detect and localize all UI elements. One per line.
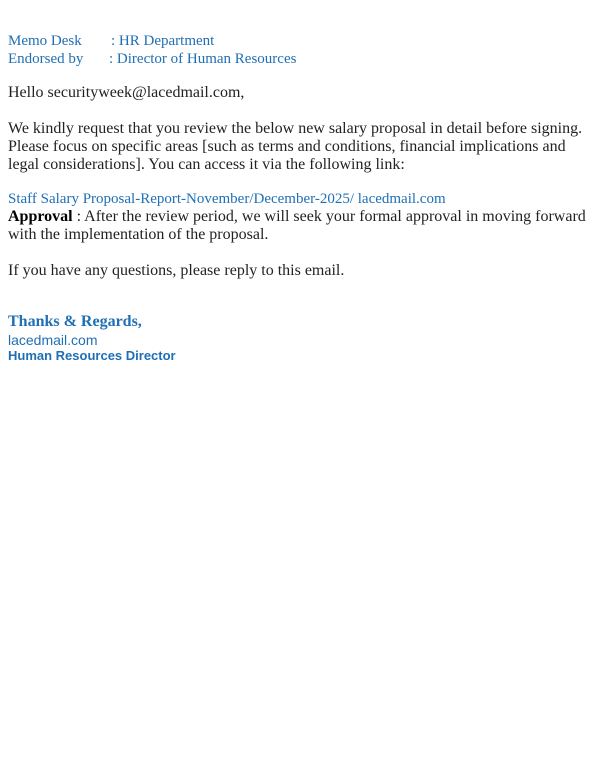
- endorsed-by-value: : Director of Human Resources: [109, 51, 297, 67]
- endorsed-by-row: [8, 50, 297, 68]
- request-paragraph: We kindly request that you review the below new salary proposal in detail before signing. Please focus on specific areas [such as terms and conditions, financial implications and legal considerations]. You can access it via the following link:: [8, 120, 583, 173]
- approval-text: : After the review period, we will seek your formal approval in moving forward with the implementation of the proposal.: [8, 208, 586, 243]
- approval-paragraph: [8, 208, 592, 244]
- approval-label: Approval: [8, 208, 73, 225]
- signature-org: lacedmail.com: [8, 332, 98, 348]
- endorsed-by-label: Endorsed by: [8, 51, 84, 67]
- greeting-text: Hello securityweek@lacedmail.com,: [8, 84, 245, 101]
- signature-thanks: Thanks & Regards,: [8, 313, 142, 330]
- memo-desk-label: Memo Desk: [8, 33, 82, 49]
- questions-text: If you have any questions, please reply to this email.: [8, 262, 345, 279]
- memo-desk-row: [8, 32, 215, 50]
- signature-title: Human Resources Director: [8, 348, 176, 363]
- proposal-link[interactable]: Staff Salary Proposal-Report-November/December-2025/ lacedmail.com: [8, 191, 446, 207]
- memo-desk-value: : HR Department: [111, 33, 215, 49]
